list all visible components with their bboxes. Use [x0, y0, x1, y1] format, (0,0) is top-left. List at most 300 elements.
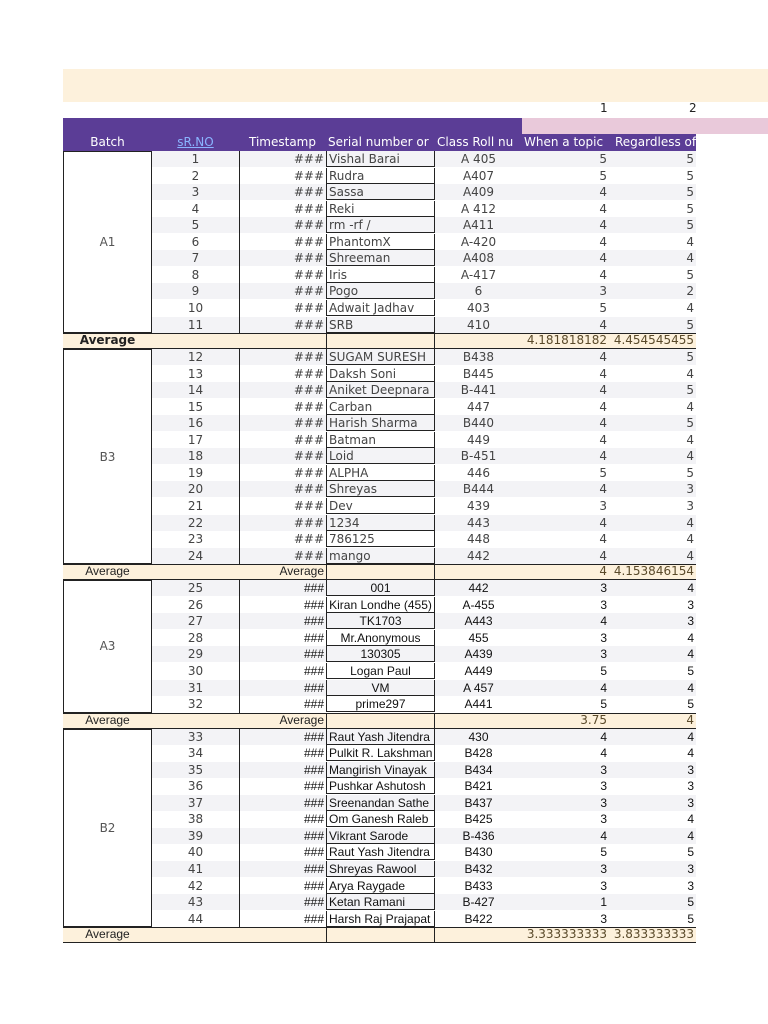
q2-cell[interactable]: 4 [687, 581, 694, 596]
q2-cell[interactable]: 3 [687, 614, 694, 629]
q2-cell[interactable]: 4 [686, 532, 694, 547]
sr-no-cell[interactable]: 14 [187, 383, 204, 398]
q2-cell[interactable]: 5 [686, 383, 694, 398]
class-roll-cell[interactable]: B421 [464, 779, 493, 794]
serial-name-cell[interactable]: Rudra [326, 168, 435, 184]
timestamp-cell[interactable]: ### [303, 762, 324, 777]
sr-no-cell[interactable]: 34 [187, 746, 204, 761]
average-q1[interactable]: 3.333333333 [526, 927, 607, 942]
batch-cell[interactable]: B2 [63, 729, 152, 928]
average-label: Average [85, 927, 130, 942]
timestamp-cell[interactable]: ### [303, 630, 324, 645]
serial-name-cell[interactable]: prime297 [326, 696, 435, 712]
class-roll-cell[interactable]: A449 [464, 663, 493, 678]
q1-cell[interactable]: 4 [600, 729, 607, 744]
timestamp-cell[interactable]: ### [293, 399, 324, 414]
sr-no-cell[interactable]: 23 [187, 532, 204, 547]
timestamp-cell[interactable]: ### [303, 746, 324, 761]
sr-no-cell[interactable]: 44 [187, 911, 204, 926]
sr-no-cell[interactable]: 29 [187, 647, 204, 662]
sr-no-cell[interactable]: 20 [187, 482, 204, 497]
class-roll-cell[interactable]: 446 [467, 465, 490, 480]
column-divider [239, 580, 240, 728]
q2-cell[interactable]: 3 [687, 762, 694, 777]
timestamp-cell[interactable]: ### [303, 663, 324, 678]
serial-name-cell[interactable]: Arya Raygade [326, 878, 435, 894]
sr-no-cell[interactable]: 32 [187, 697, 204, 712]
timestamp-cell[interactable]: ### [303, 614, 324, 629]
serial-name-cell[interactable]: Raut Yash Jitendra [326, 844, 435, 860]
q2-cell[interactable]: 5 [686, 218, 694, 233]
sr-no-cell[interactable]: 21 [187, 499, 204, 513]
batch-cell[interactable]: A1 [63, 151, 152, 333]
q1-cell[interactable]: 5 [600, 845, 607, 860]
serial-name-cell[interactable]: 786125 [326, 531, 435, 547]
sr-no-cell[interactable]: 22 [187, 515, 204, 530]
class-roll-cell[interactable]: 447 [467, 399, 490, 414]
q1-cell[interactable]: 5 [599, 465, 607, 480]
timestamp-cell[interactable]: ### [303, 878, 324, 893]
sr-no-cell[interactable]: 37 [187, 795, 204, 810]
serial-name-cell[interactable]: Aniket Deepnara [326, 382, 435, 398]
q2-cell[interactable]: 2 [686, 284, 694, 299]
average-name-cell[interactable] [326, 713, 435, 729]
class-roll-cell[interactable]: B-427 [462, 895, 495, 910]
timestamp-cell[interactable]: ### [303, 895, 324, 910]
timestamp-cell[interactable]: ### [293, 515, 324, 530]
q1-cell[interactable]: 4 [599, 449, 607, 464]
class-roll-cell[interactable]: B432 [464, 862, 493, 876]
class-roll-cell[interactable]: 449 [467, 432, 490, 447]
header-timestamp[interactable]: Timestamp [249, 135, 316, 149]
batch-cell[interactable]: B3 [63, 349, 152, 564]
header-srno-link[interactable]: sR.NO [177, 135, 214, 149]
class-roll-cell[interactable]: 443 [467, 515, 490, 530]
sr-no-cell[interactable]: 10 [187, 300, 204, 315]
class-roll-cell[interactable]: B422 [464, 911, 493, 926]
timestamp-cell[interactable]: ### [303, 845, 324, 860]
q1-cell[interactable]: 3 [600, 597, 607, 612]
average-label: Average [85, 712, 130, 727]
average-q2[interactable]: 4.153846154 [613, 564, 694, 579]
average-name-cell[interactable] [326, 927, 435, 943]
serial-name-cell[interactable]: TK1703 [326, 613, 435, 629]
timestamp-cell[interactable]: ### [303, 697, 324, 712]
class-roll-cell[interactable]: B-436 [462, 828, 495, 843]
sr-no-cell[interactable]: 35 [187, 762, 204, 777]
serial-name-cell[interactable]: Carban [326, 399, 435, 415]
q1-cell[interactable]: 4 [600, 614, 607, 629]
q1-cell[interactable]: 4 [599, 515, 607, 530]
q2-cell[interactable]: 5 [686, 350, 694, 365]
q2-cell[interactable]: 4 [687, 680, 694, 695]
sr-no-cell[interactable]: 18 [187, 449, 204, 464]
class-roll-cell[interactable]: B438 [462, 350, 495, 365]
q2-cell[interactable]: 3 [687, 795, 694, 810]
q2-cell[interactable]: 4 [686, 300, 694, 315]
q2-cell[interactable]: 4 [686, 432, 694, 447]
q1-cell[interactable]: 5 [599, 168, 607, 183]
average-label-2: Average [279, 712, 324, 727]
timestamp-cell[interactable]: ### [293, 532, 324, 547]
q2-cell[interactable]: 5 [687, 911, 694, 926]
q1-cell[interactable]: 3 [600, 779, 607, 794]
sr-no-cell[interactable]: 38 [187, 812, 204, 827]
q2-cell[interactable]: 4 [687, 729, 694, 744]
average-q2[interactable]: 4.454545455 [613, 333, 694, 348]
average-label-2 [239, 927, 326, 943]
class-roll-cell[interactable]: B434 [464, 762, 493, 777]
q1-cell[interactable]: 3 [600, 630, 607, 645]
serial-name-cell[interactable]: Raut Yash Jitendra [326, 729, 435, 745]
sr-no-cell[interactable]: 25 [187, 581, 204, 596]
q1-cell[interactable]: 1 [600, 895, 607, 910]
timestamp-cell[interactable]: ### [293, 499, 324, 513]
serial-name-cell[interactable]: Shreeman [326, 250, 435, 266]
q2-cell[interactable]: 5 [687, 895, 694, 910]
q1-cell[interactable]: 3 [599, 499, 607, 513]
serial-name-cell[interactable]: Daksh Soni [326, 366, 435, 382]
q1-cell[interactable]: 3 [600, 878, 607, 893]
header-q1[interactable]: When a topic [524, 135, 604, 149]
average-name-cell[interactable] [326, 564, 435, 580]
class-roll-cell[interactable]: A 412 [461, 201, 496, 216]
q2-cell[interactable]: 4 [687, 812, 694, 827]
class-roll-cell[interactable]: B437 [464, 795, 493, 810]
sr-no-cell[interactable]: 26 [187, 597, 204, 612]
q2-cell[interactable]: 4 [686, 515, 694, 530]
sr-no-cell[interactable]: 13 [187, 366, 204, 381]
q1-cell[interactable]: 4 [599, 482, 607, 497]
serial-name-cell[interactable]: Vikrant Sarode [326, 828, 435, 844]
class-roll-cell[interactable]: A408 [462, 251, 495, 266]
q2-cell[interactable]: 4 [686, 548, 694, 563]
serial-name-cell[interactable]: PhantomX [326, 234, 435, 250]
timestamp-cell[interactable]: ### [303, 680, 324, 695]
timestamp-cell[interactable]: ### [293, 234, 324, 249]
sr-no-cell[interactable]: 43 [187, 895, 204, 910]
sr-no-cell[interactable]: 30 [187, 663, 204, 678]
sr-no-cell[interactable]: 9 [191, 284, 200, 299]
batch-cell[interactable]: A3 [63, 580, 152, 712]
class-roll-cell[interactable]: A439 [464, 647, 493, 662]
timestamp-cell[interactable]: ### [293, 251, 324, 266]
serial-name-cell[interactable]: Kiran Londhe (455) [326, 597, 435, 613]
serial-name-cell[interactable]: Logan Paul [326, 663, 435, 679]
sr-no-cell[interactable]: 42 [187, 878, 204, 893]
column-number-2: 2 [689, 101, 697, 115]
sr-no-cell[interactable]: 41 [187, 862, 204, 876]
class-roll-cell[interactable]: 410 [467, 317, 490, 332]
timestamp-cell[interactable]: ### [293, 350, 324, 365]
class-roll-cell[interactable]: A-420 [460, 234, 497, 249]
timestamp-cell[interactable]: ### [293, 267, 324, 282]
average-q2[interactable]: 3.833333333 [613, 927, 694, 942]
serial-name-cell[interactable]: Pushkar Ashutosh [326, 778, 435, 794]
class-roll-cell[interactable]: B433 [464, 878, 493, 893]
serial-name-cell[interactable]: rm -rf / [326, 217, 435, 233]
class-roll-cell[interactable]: 403 [467, 300, 490, 315]
timestamp-cell[interactable]: ### [303, 812, 324, 827]
q1-cell[interactable]: 3 [600, 812, 607, 827]
average-q1[interactable]: 4 [599, 564, 607, 579]
q1-cell[interactable]: 4 [599, 399, 607, 414]
average-label-2: Average [279, 564, 324, 579]
q1-cell[interactable]: 5 [599, 152, 607, 166]
serial-name-cell[interactable]: Pulkit R. Lakshman [326, 745, 435, 761]
serial-name-cell[interactable]: Harish Sharma [326, 415, 435, 431]
sr-no-cell[interactable]: 17 [187, 432, 204, 447]
serial-name-cell[interactable]: mango [326, 548, 435, 564]
q1-cell[interactable]: 5 [600, 663, 607, 678]
q1-cell[interactable]: 4 [599, 383, 607, 398]
header-q2[interactable]: Regardless of [615, 135, 697, 149]
q2-cell[interactable]: 3 [686, 482, 694, 497]
q2-cell[interactable]: 5 [686, 168, 694, 183]
timestamp-cell[interactable]: ### [303, 828, 324, 843]
timestamp-cell[interactable]: ### [293, 465, 324, 480]
serial-name-cell[interactable]: Mangirish Vinayak [326, 762, 435, 778]
q1-cell[interactable]: 4 [599, 366, 607, 381]
serial-name-cell[interactable]: Adwait Jadhav [326, 300, 435, 316]
q2-cell[interactable]: 5 [686, 416, 694, 431]
sr-no-cell[interactable]: 7 [191, 251, 200, 266]
serial-name-cell[interactable]: Pogo [326, 283, 435, 299]
average-q1[interactable]: 4.181818182 [526, 333, 607, 348]
serial-name-cell[interactable]: VM [326, 680, 435, 696]
q1-cell[interactable]: 4 [599, 234, 607, 249]
timestamp-cell[interactable]: ### [293, 152, 324, 166]
serial-name-cell[interactable]: Mr.Anonymous [326, 630, 435, 646]
average-label: Average [85, 564, 130, 579]
serial-name-cell[interactable]: Loid [326, 448, 435, 464]
serial-name-cell[interactable]: Dev [326, 498, 435, 514]
serial-name-cell[interactable]: 130305 [326, 646, 435, 662]
q2-cell[interactable]: 3 [687, 878, 694, 893]
class-roll-cell[interactable]: A-417 [460, 267, 497, 282]
serial-name-cell[interactable]: SUGAM SURESH [326, 349, 435, 365]
sr-no-cell[interactable]: 1 [191, 152, 200, 166]
sr-no-cell[interactable]: 12 [187, 350, 204, 365]
serial-name-cell[interactable]: Sreenandan Sathe [326, 795, 435, 811]
q2-cell[interactable]: 5 [687, 845, 694, 860]
sr-no-cell[interactable]: 15 [187, 399, 204, 414]
q1-cell[interactable]: 3 [600, 762, 607, 777]
timestamp-cell[interactable]: ### [303, 911, 324, 926]
q2-cell[interactable]: 4 [687, 647, 694, 662]
q1-cell[interactable]: 4 [599, 201, 607, 216]
sr-no-cell[interactable]: 8 [191, 267, 200, 282]
q2-cell[interactable]: 4 [687, 828, 694, 843]
q1-cell[interactable]: 4 [599, 532, 607, 547]
q1-cell[interactable]: 4 [599, 218, 607, 233]
timestamp-cell[interactable]: ### [293, 168, 324, 183]
serial-name-cell[interactable]: Sassa [326, 184, 435, 200]
column-divider [239, 729, 240, 944]
average-label: Average [79, 333, 136, 348]
serial-name-cell[interactable]: Reki [326, 201, 435, 217]
timestamp-cell[interactable]: ### [293, 432, 324, 447]
average-q2[interactable]: 4 [686, 712, 694, 727]
sr-no-cell[interactable]: 4 [191, 201, 200, 216]
timestamp-cell[interactable]: ### [293, 185, 324, 200]
q2-cell[interactable]: 5 [686, 317, 694, 332]
serial-name-cell[interactable]: Harsh Raj Prajapat [326, 911, 435, 927]
q1-cell[interactable]: 5 [600, 697, 607, 712]
q2-cell[interactable]: 5 [686, 465, 694, 480]
serial-name-cell[interactable]: Vishal Barai [326, 151, 435, 167]
class-roll-cell[interactable]: A407 [462, 168, 495, 183]
sr-no-cell[interactable]: 36 [187, 779, 204, 794]
q2-cell[interactable]: 5 [686, 267, 694, 282]
sr-no-cell[interactable]: 3 [191, 185, 200, 200]
timestamp-cell[interactable]: ### [293, 300, 324, 315]
q2-cell[interactable]: 4 [686, 234, 694, 249]
q1-cell[interactable]: 4 [599, 185, 607, 200]
sr-no-cell[interactable]: 33 [187, 729, 204, 744]
timestamp-cell[interactable]: ### [303, 862, 324, 876]
q2-cell[interactable]: 4 [686, 399, 694, 414]
timestamp-cell[interactable]: ### [293, 383, 324, 398]
serial-name-cell[interactable]: Iris [326, 267, 435, 283]
class-roll-cell[interactable]: 455 [468, 630, 489, 645]
q2-cell[interactable]: 4 [687, 746, 694, 761]
class-roll-cell[interactable]: 6 [474, 284, 483, 299]
serial-name-cell[interactable]: ALPHA [326, 465, 435, 481]
class-roll-cell[interactable]: B428 [464, 746, 493, 761]
serial-name-cell[interactable]: Shreyas [326, 481, 435, 497]
serial-name-cell[interactable]: Batman [326, 432, 435, 448]
q2-cell[interactable]: 4 [686, 366, 694, 381]
q2-cell[interactable]: 5 [687, 663, 694, 678]
class-roll-cell[interactable]: B444 [462, 482, 495, 497]
class-roll-cell[interactable]: A-455 [462, 597, 495, 612]
class-roll-cell[interactable]: A443 [464, 614, 493, 629]
timestamp-cell[interactable]: ### [293, 416, 324, 431]
sr-no-cell[interactable]: 40 [187, 845, 204, 860]
serial-name-cell[interactable]: 1234 [326, 515, 435, 531]
q1-cell[interactable]: 4 [599, 416, 607, 431]
q2-cell[interactable]: 5 [686, 152, 694, 166]
q1-cell[interactable]: 5 [599, 300, 607, 315]
class-roll-cell[interactable]: 448 [467, 532, 490, 547]
q2-cell[interactable]: 5 [687, 697, 694, 712]
q1-cell[interactable]: 4 [600, 828, 607, 843]
q1-cell[interactable]: 4 [599, 317, 607, 332]
q1-cell[interactable]: 4 [600, 680, 607, 695]
timestamp-cell[interactable]: ### [293, 317, 324, 332]
class-roll-cell[interactable]: B440 [462, 416, 495, 431]
q2-cell[interactable]: 4 [686, 449, 694, 464]
timestamp-cell[interactable]: ### [293, 548, 324, 563]
q1-cell[interactable]: 4 [599, 267, 607, 282]
header-batch[interactable]: Batch [90, 135, 125, 149]
q1-cell[interactable]: 4 [599, 350, 607, 365]
column-number-1: 1 [600, 101, 608, 115]
class-roll-cell[interactable]: 439 [467, 499, 490, 513]
column-divider [239, 151, 240, 349]
serial-name-cell[interactable]: 001 [326, 580, 435, 596]
q2-cell[interactable]: 3 [687, 779, 694, 794]
class-roll-cell[interactable]: A409 [462, 185, 495, 200]
q1-cell[interactable]: 4 [600, 746, 607, 761]
q1-cell[interactable]: 4 [599, 251, 607, 266]
header-serial-number[interactable]: Serial number or [328, 135, 429, 149]
timestamp-cell[interactable]: ### [303, 647, 324, 662]
class-roll-cell[interactable]: A411 [462, 218, 495, 233]
timestamp-cell[interactable]: ### [293, 284, 324, 299]
sr-no-cell[interactable]: 11 [187, 317, 204, 332]
timestamp-cell[interactable]: ### [293, 218, 324, 233]
sr-no-cell[interactable]: 28 [187, 630, 204, 645]
column-divider [239, 349, 240, 580]
serial-name-cell[interactable]: Shreyas Rawool [326, 861, 435, 877]
class-roll-cell[interactable]: B-451 [460, 449, 497, 464]
sr-no-cell[interactable]: 27 [187, 614, 204, 629]
class-roll-cell[interactable]: 442 [468, 581, 489, 596]
class-roll-cell[interactable]: 442 [467, 548, 490, 563]
sr-no-cell[interactable]: 2 [191, 168, 200, 183]
class-roll-cell[interactable]: A 457 [463, 680, 494, 695]
serial-name-cell[interactable]: Ketan Ramani [326, 894, 435, 910]
q2-cell[interactable]: 4 [687, 630, 694, 645]
q2-cell[interactable]: 5 [686, 185, 694, 200]
q2-cell[interactable]: 4 [686, 251, 694, 266]
sr-no-cell[interactable]: 6 [191, 234, 200, 249]
class-roll-cell[interactable]: A 405 [461, 152, 496, 166]
class-roll-cell[interactable]: B425 [464, 812, 493, 827]
sr-no-cell[interactable]: 31 [187, 680, 204, 695]
q1-cell[interactable]: 3 [600, 862, 607, 876]
timestamp-cell[interactable]: ### [293, 366, 324, 381]
q1-cell[interactable]: 3 [600, 795, 607, 810]
timestamp-cell[interactable]: ### [303, 795, 324, 810]
timestamp-cell[interactable]: ### [303, 729, 324, 744]
sr-no-cell[interactable]: 16 [187, 416, 204, 431]
timestamp-cell[interactable]: ### [293, 449, 324, 464]
q1-cell[interactable]: 4 [599, 432, 607, 447]
sr-no-cell[interactable]: 39 [187, 828, 204, 843]
q1-cell[interactable]: 4 [599, 548, 607, 563]
class-roll-cell[interactable]: B445 [462, 366, 495, 381]
q1-cell[interactable]: 3 [599, 284, 607, 299]
q2-cell[interactable]: 3 [687, 862, 694, 876]
serial-name-cell[interactable]: SRB [326, 317, 435, 333]
q2-cell[interactable]: 5 [686, 201, 694, 216]
sr-no-cell[interactable]: 24 [187, 548, 204, 563]
q1-cell[interactable]: 3 [600, 911, 607, 926]
average-name-cell[interactable] [326, 333, 435, 349]
header-class-roll[interactable]: Class Roll nu [437, 135, 514, 149]
class-roll-cell[interactable]: B-441 [460, 383, 497, 398]
class-roll-cell[interactable]: 430 [468, 729, 489, 744]
timestamp-cell[interactable]: ### [293, 201, 324, 216]
timestamp-cell[interactable]: ### [303, 779, 324, 794]
class-roll-cell[interactable]: B430 [464, 845, 493, 860]
sr-no-cell[interactable]: 19 [187, 465, 204, 480]
q2-cell[interactable]: 3 [686, 499, 694, 513]
timestamp-cell[interactable]: ### [293, 482, 324, 497]
q1-cell[interactable]: 3 [600, 581, 607, 596]
timestamp-cell[interactable]: ### [303, 581, 324, 596]
average-q1[interactable]: 3.75 [580, 712, 607, 727]
q1-cell[interactable]: 3 [600, 647, 607, 662]
q2-cell[interactable]: 3 [687, 597, 694, 612]
serial-name-cell[interactable]: Om Ganesh Raleb [326, 811, 435, 827]
sr-no-cell[interactable]: 5 [191, 218, 200, 233]
timestamp-cell[interactable]: ### [303, 597, 324, 612]
class-roll-cell[interactable]: A441 [464, 697, 493, 712]
